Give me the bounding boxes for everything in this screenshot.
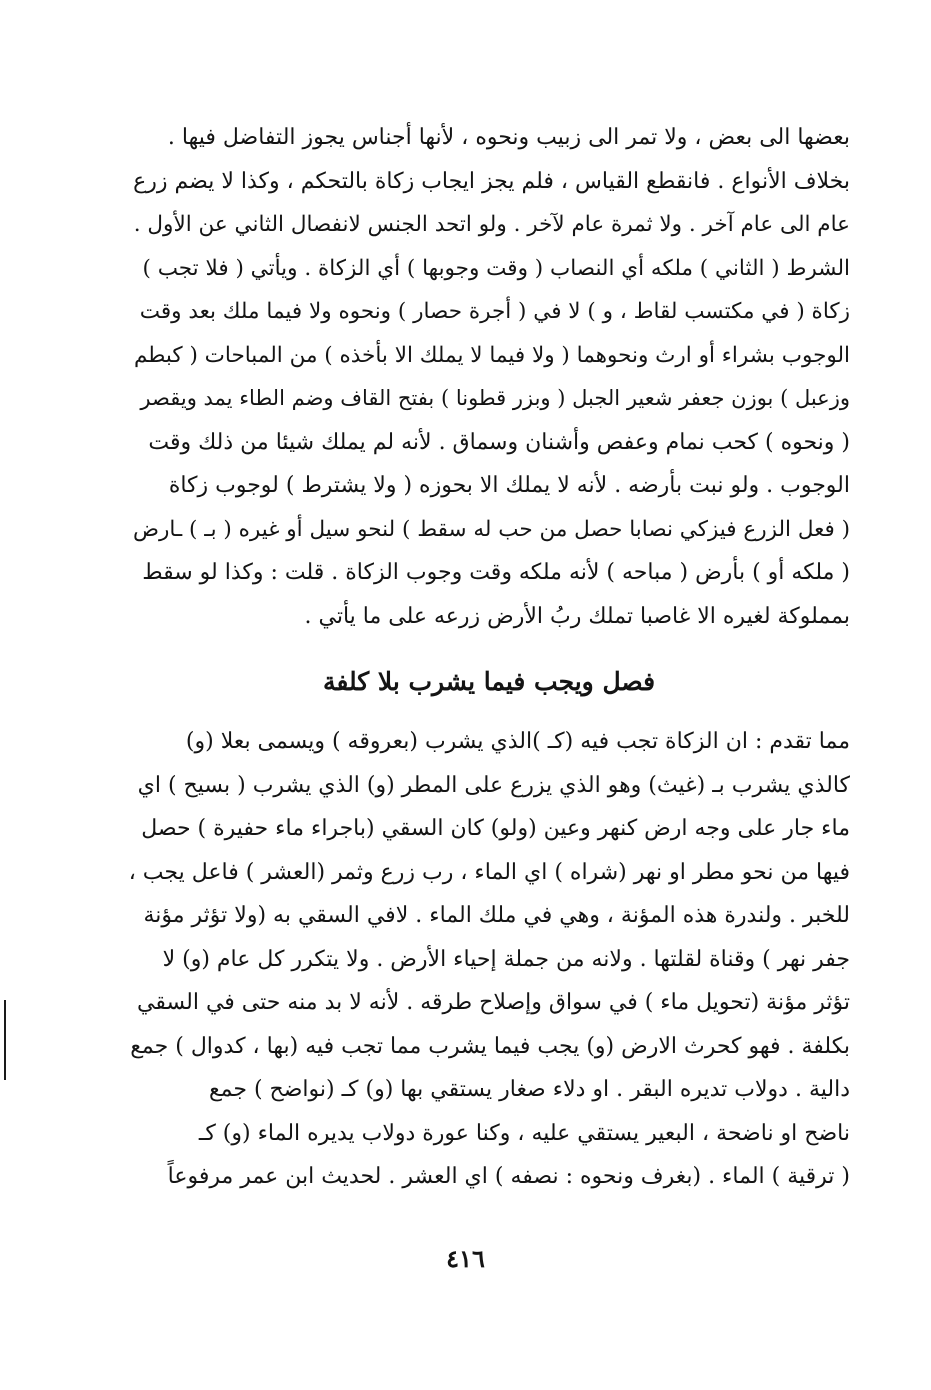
paragraph-1 (128, 116, 850, 638)
text-line: مما تقدم : ان الزكاة تجب فيه (كـ )الذي يشرب (بعروقه ) ويسمى بعلا (و) (185, 729, 850, 754)
text-line: بعضها الى بعض ، ولا تمر الى زبيب ونحوه ، لأنها أجناس يجوز التفاضل فيها . (167, 125, 850, 150)
text-line: فيها من نحو مطر او نهر (شراه ) اي الماء ، رب زرع وثمر (العشر ) فاعل يجب ، (128, 859, 850, 885)
text-line: ماء جار على وجه ارض كنهر وعين (ولو) كان السقي (باجراء ماء حفيرة ) حصل (141, 816, 850, 841)
text-line: الشرط ( الثاني ) ملكه أي النصاب ( وقت وجوبها ) أي الزكاة . ويأتي ( فلا تجب ) (142, 255, 850, 281)
text-line: ( ونحوه ) كحب نمام وعفص وأشنان وسماق . لأنه لم يملك شيئا من ذلك وقت (148, 429, 850, 455)
text-line: بكلفة . فهو كحرث الارض (و) يجب فيما يشرب مما تجب فيه (بها ، كدوال ) جمع (130, 1033, 850, 1059)
text-line: للخبر . ولندرة هذه المؤنة ، وهي في ملك الماء . لافي السقي به (ولا تؤثر مؤنة (143, 903, 850, 928)
text-line: دالية . دولاب تديره البقر . او دلاء صغار يستقي بها (و) كـ (نواضح ) جمع (208, 1077, 850, 1102)
text-line: ( فعل الزرع فيزكي نصابا حصل من حب له سقط ) لنحو سيل أو غيره ( بـ ) ـارض (132, 516, 850, 542)
text-line: ( ترقية ) الماء . (بغرف ونحوه : نصفه ) اي العشر . لحديث ابن عمر مرفوعاً (167, 1164, 850, 1189)
page-number: ٤١٦ (446, 1244, 485, 1273)
text-line: وزعبل ) بوزن جعفر شعير الجبل ( وبزر قطونا ) بفتح القاف وضم الطاء يمد ويقصر (140, 386, 850, 410)
section-heading: فصل ويجب فيما يشرب بلا كلفة (322, 667, 656, 696)
text-line: جفر نهر ) وقناة لقلتها . ولانه من جملة إحياء الأرض . ولا يتكرر كل عام (و) لا (162, 946, 850, 972)
scan-edge-mark (4, 1000, 6, 1080)
text-line: ناضح او ناضحة ، البعير يستقي عليه ، وكنا عورة دولاب يديره الماء (و) كـ (198, 1120, 850, 1146)
text-line: بخلاف الأنواع . فانقطع القياس ، فلم يجز ايجاب زكاة بالتحكم ، وكذا لا يضم زرع (133, 168, 850, 194)
text-line: الوجوب بشراء أو ارث ونحوهما ( ولا فيما لا يملك الا بأخذه ) من المباحات ( كبطم (133, 342, 850, 368)
text-line: عام الى عام آخر . ولا ثمرة عام لآخر . ولو اتحد الجنس لانفصال الثاني عن الأول . (133, 212, 850, 237)
paragraph-2 (128, 720, 850, 1199)
text-line: تؤثر مؤنة (تحويل ماء ) في سواق وإصلاح طرقه . لأنه لا بد منه حتى في السقي (137, 990, 850, 1015)
text-line: الوجوب . ولو نبت بأرضه . لأنه لا يملك الا بحوزه ( ولا يشترط ) لوجوب زكاة (168, 473, 850, 498)
text-line: بمملوكة لغيره الا غاصبا تملك ربُ الأرض زرعه على ما يأتي . (304, 603, 850, 629)
text-line: زكاة ( في مكتسب لقاط ، و ) لا في ( أجرة حصار ) ونحوه ولا فيما ملك بعد وقت (139, 299, 850, 324)
text-line: كالذي يشرب بـ (غيث) وهو الذي يزرع على المطر (و) الذي يشرب ( بسيح ) اي (137, 772, 850, 798)
text-line: ( ملكه أو ) بأرض ( مباحه ) لأنه ملكه وقت وجوب الزكاة . قلت : وكذا لو سقط (142, 560, 850, 585)
